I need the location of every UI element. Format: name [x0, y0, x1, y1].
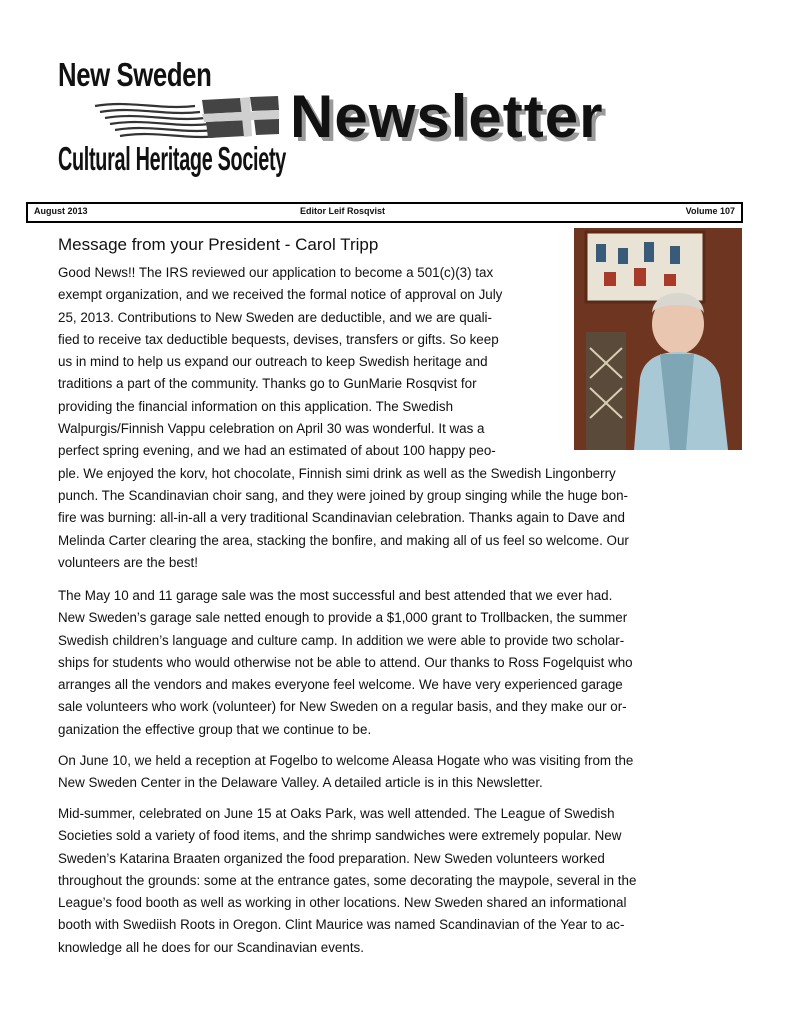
newsletter-title: Newsletter — [290, 83, 604, 150]
article-heading: Message from your President - Carol Tripp — [58, 235, 379, 254]
paragraph-4: Mid-summer, celebrated on June 15 at Oaks Park, was well attended. The League of Swedish Societies sold a variety of food items, and the shrimp sandwiches were extremely popular. New Sweden’s Katarina Braaten organized the food preparation. New Sweden volunteers worked throughout the grounds: some at the entrance gates, some decorating the maypole, several in the League’s food booth as well as working in other locations. New Sweden shared an informational booth with Swediish Roots in Oregon. Clint Maurice was named Scandinavian of the Year to ac- knowledge all he does for our Scandinavian events. — [58, 806, 637, 955]
paragraph-1: Good News!! The IRS reviewed our application to become a 501(c)(3) tax exempt organization, and we received the formal notice of approval on July 25, 2013. Contributions to New Sweden are deductible, and we are quali- fied to receive tax deductible bequests, devises, transfers or gifts. So keep us in mind to help us expand our outreach to keep Swedish heritage and traditions a part of the community. Thanks go to GunMarie Rosqvist for providing the financial information on this application. The Swedish Walpurgis/Finnish Vappu celebration on April 30 was wonderful. It was a perfect spring evening, and we had an estimated of about 100 happy peo- ple. We enjoyed the korv, hot chocolate, Finnish simi drink as well as the Swedish Lingonberry punch. The Scandinavian choir sang, and they were joined by group singing while the huge bon- fire was burning: all-in-all a very traditional Scandinavian celebration. Thanks again to Dave and Melinda Carter clearing the area, stacking the bonfire, and making all of us feel so welcome. Our volunteers are the best! — [58, 265, 629, 570]
flag-stripes-graphic — [90, 96, 280, 142]
editor-credit: Editor Leif Rosqvist — [300, 206, 386, 216]
paragraph-2: The May 10 and 11 garage sale was the most successful and best attended that we ever had. New Sweden’s garage sale netted enough to provide a $1,000 grant to Trollbacken, the summer Swedish children’s language and culture camp. In addition we were able to provide two scholar- ships for students who would otherwise not be able to attend. Our thanks to Ross Fogelquist who arranges all the vendors and makes everyone feel welcome. We have very experienced garage sale volunteers who work (volunteer) for New Sweden on a regular basis, and they make our or- ganization the effective group that we continue to be. — [58, 588, 633, 737]
issue-date: August 2013 — [34, 206, 88, 216]
society-logo — [58, 56, 286, 196]
volume-number: Volume 107 — [685, 206, 735, 216]
logo-text-line2: Cultural Heritage Society — [58, 140, 286, 177]
masthead-bar — [26, 202, 743, 223]
logo-text-line1: New Sweden — [58, 56, 212, 93]
paragraph-3: On June 10, we held a reception at Fogelbo to welcome Aleasa Hogate who was visiting from the New Sweden Center in the Delaware Valley. A detailed article is in this Newsletter. — [58, 753, 634, 791]
